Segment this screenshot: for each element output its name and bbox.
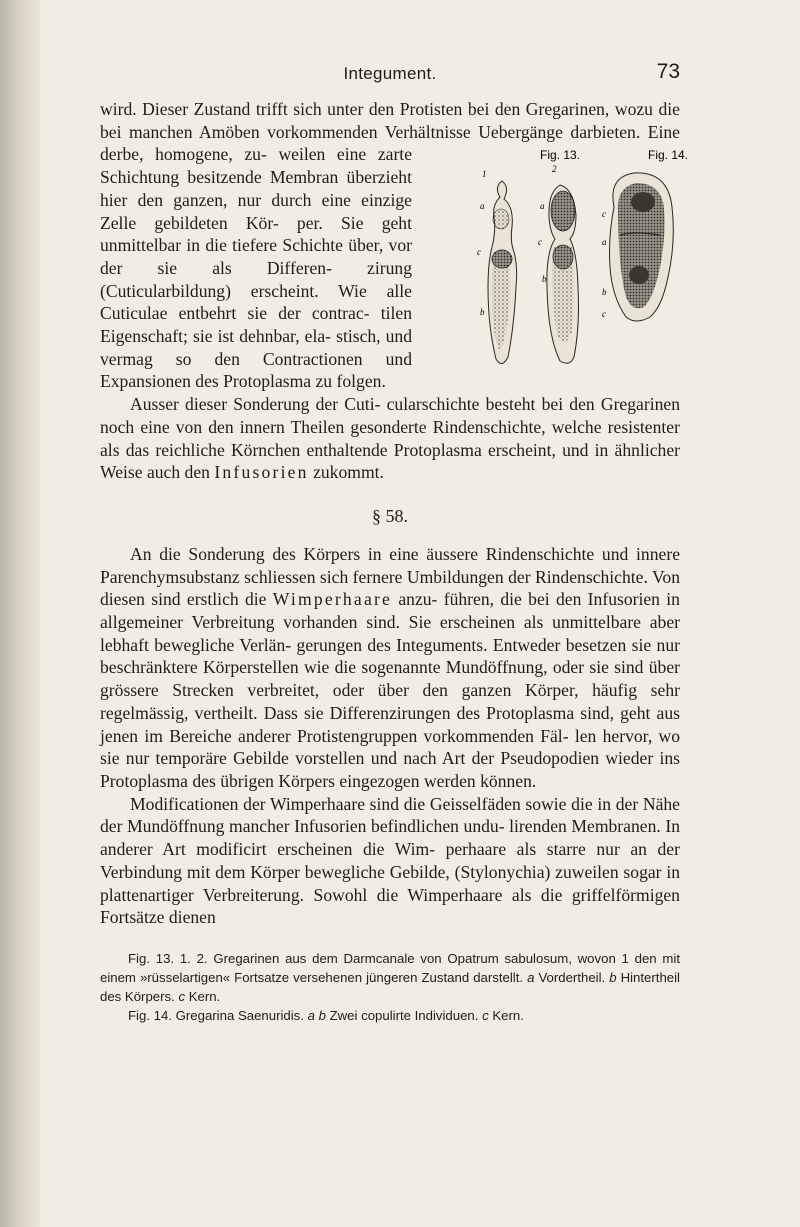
- line: anzu-: [392, 589, 438, 610]
- line: sind. Sie erscheinen als unmittelbare aber lebhaft bewegliche Verlän-: [100, 612, 680, 655]
- line: Körperstellen wie die sogenannte Mundöffnung, oder sie sind über: [202, 657, 680, 678]
- paragraph-2: [100, 393, 680, 484]
- line: Gebilde, (Stylonychia) zuweilen sogar in plattenartiger Verbreiterung.: [100, 861, 681, 905]
- caption-text: Fig. 14. Gregarina Saenuridis.: [128, 1007, 308, 1023]
- line: durch eine einzige Zelle gebildeten Kör-: [100, 189, 412, 233]
- line: stisch, und vermag so den Contractionen: [100, 326, 413, 369]
- letter-2: 2: [552, 164, 557, 175]
- letter-c-1: c: [477, 247, 481, 258]
- gregarine-illustration: [422, 147, 689, 377]
- letter-1: 1: [482, 169, 487, 180]
- line: zukommt.: [308, 462, 384, 483]
- caption-letter: b: [609, 969, 617, 985]
- line: cularschichte besteht bei den Gregarinen: [386, 394, 680, 415]
- letter-c-4: c: [602, 309, 606, 320]
- letter-c-2: c: [538, 237, 542, 248]
- caption-text: Kern.: [185, 988, 221, 1004]
- line: tilen Eigenschaft; sie ist dehnbar, ela-: [100, 303, 412, 347]
- line: Schichte über, vor der sie als Differen-: [100, 235, 412, 278]
- gregarine-1: [488, 181, 517, 364]
- line: Pseudopodien wieder ins Protoplasma des übrigen Körpers eingezogen: [100, 748, 680, 791]
- caption-text: Zwei copulirte Individuen.: [325, 1007, 483, 1023]
- letter-c-3: c: [602, 209, 606, 220]
- paragraph-3: [100, 543, 680, 793]
- figure-captions: [100, 949, 680, 1025]
- caption-letter: c: [482, 1007, 489, 1023]
- line: zirung (Cuticularbildung) erscheint. Wie: [100, 257, 412, 301]
- gregarine-2: [547, 185, 579, 363]
- line: werden können.: [423, 770, 537, 791]
- book-page: [100, 60, 689, 1210]
- line: und Expansionen des Protoplasma zu: [100, 348, 412, 392]
- line: grössere Strecken verbreitet, oder über den ganzen Körper, häufig sehr: [100, 680, 680, 701]
- emphasis-wimperhaare: Wimperhaare: [272, 589, 393, 610]
- line: Rindenschichte. Von diesen sind erstlich die: [100, 566, 681, 610]
- paragraph-1: [100, 98, 689, 393]
- line: gerungen des Integuments. Entweder besetzen sie nur beschränktere: [100, 634, 680, 678]
- line: Membran überzieht hier den ganzen, nur: [100, 167, 412, 210]
- body-text: [100, 98, 689, 929]
- line: Sowohl die Wimperhaare als die griffelförmigen Fortsätze dienen: [100, 884, 680, 928]
- line: weilen eine zarte Schichtung besitzende: [100, 144, 413, 188]
- caption-letter: a: [527, 969, 535, 985]
- letter-b-1: b: [480, 307, 485, 318]
- line: len hervor, wo sie nur temporäre Gebilde vorstellen und nach Art der: [100, 725, 681, 769]
- letter-b-3: b: [602, 287, 607, 298]
- line: wird. Dieser Zustand trifft sich unter den Protisten bei den Gregarinen,: [100, 99, 610, 119]
- caption-text: 1 den mit einem »rüsselartigen« Fortsatze versehenen jüngeren Zustand darstellt.: [100, 950, 680, 985]
- fig13-label: Fig. 13.: [540, 148, 581, 163]
- figure-gregarines: [422, 147, 689, 377]
- line: folgen.: [336, 371, 386, 392]
- line: Ausser dieser Sonderung der Cuti-: [130, 394, 381, 415]
- caption-letter: a b: [307, 1007, 326, 1023]
- section-heading: § 58.: [372, 505, 408, 526]
- running-header: [100, 60, 680, 90]
- line: perhaare als starre nur an der Verbindung mit dem Körper bewegliche: [100, 839, 680, 882]
- letter-a-2: a: [540, 201, 545, 212]
- line: in der Nähe der Mundöffnung mancher Infusorien befindlichen undu-: [100, 793, 680, 837]
- line: innere Parenchymsubstanz schliessen sich fernere Umbildungen der: [100, 543, 681, 587]
- line: resistenter als das reichliche Körnchen enthaltende Protoplasma erscheint,: [100, 416, 680, 460]
- caption-text: Fig. 13. 1. 2. Gregarinen aus dem Darmcanale von Opatrum sabulosum, wovon: [128, 950, 616, 966]
- line: regelmässig, vertheilt. Dass sie Differenzirungen des Protoplasma sind,: [100, 702, 614, 723]
- caption-letter: c: [178, 988, 186, 1004]
- emphasis-infusorien: Infusorien: [214, 462, 309, 483]
- line: führen, die bei den Infusorien in allgemeiner Verbreitung vorhanden: [100, 589, 680, 633]
- caption-fig13: [100, 949, 680, 1006]
- line: alle Cuticulae entbehrt sie der contrac-: [100, 280, 412, 324]
- book-binding-shadow: [0, 0, 40, 1227]
- line: wozu die bei manchen Amöben vorkommenden Verhältnisse Uebergänge: [100, 99, 680, 142]
- letter-b-2: b: [542, 274, 547, 285]
- line: darbieten. Eine derbe, homogene, zu-: [100, 121, 680, 165]
- caption-text: Kern.: [488, 1007, 524, 1023]
- line: noch eine von den innern Theilen gesonderte Rindenschichte, welche: [100, 416, 602, 437]
- caption-text: Hintertheil des Körpers.: [100, 969, 680, 1004]
- line: An die Sonderung des Körpers in eine äussere Rindenschichte und: [130, 543, 629, 564]
- running-title: Integument.: [343, 64, 437, 83]
- letter-a-3: a: [602, 237, 607, 248]
- line: und in ähnlicher Weise auch den: [100, 439, 681, 483]
- gregarine-pair: [610, 173, 674, 321]
- line: Modificationen der Wimperhaare sind die Geisselfäden sowie die: [130, 793, 593, 814]
- line: geht aus jenen im Bereiche anderer Protistengruppen vorkommenden Fäl-: [100, 702, 680, 746]
- caption-fig14: [100, 1006, 680, 1025]
- line: lirenden Membranen. In anderer Art modificirt erscheinen die Wim-: [100, 816, 680, 860]
- caption-text: Vordertheil.: [534, 969, 610, 985]
- line: per. Sie geht unmittelbar in die tiefere: [100, 212, 412, 256]
- fig14-label: Fig. 14.: [648, 148, 689, 163]
- paragraph-4: [100, 793, 680, 929]
- letter-a-1: a: [480, 201, 485, 212]
- page-number: 73: [656, 60, 680, 83]
